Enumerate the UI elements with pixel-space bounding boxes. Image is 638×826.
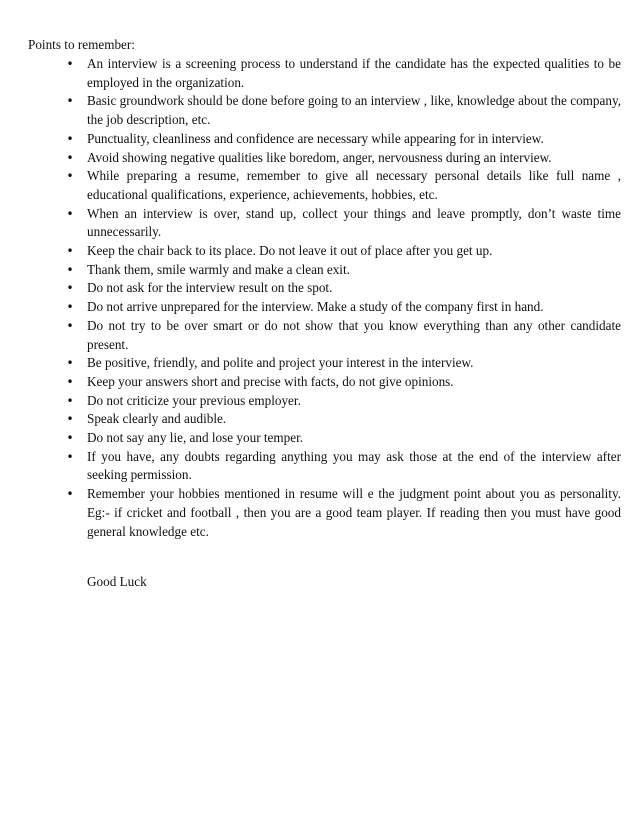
list-item: [65, 373, 621, 392]
list-item: [65, 279, 621, 298]
bullet-icon: •: [66, 431, 74, 446]
list-item: [65, 392, 621, 411]
list-item: [65, 429, 621, 448]
list-item-text: If you have, any doubts regarding anything you may ask those at the end of the interview after seeking permission.: [87, 448, 621, 483]
bullet-icon: •: [66, 356, 74, 371]
list-item: [65, 317, 621, 354]
list-item: [65, 448, 621, 485]
list-item: [65, 242, 621, 261]
bullet-icon: •: [66, 412, 74, 427]
bullet-icon: •: [66, 393, 74, 408]
list-item: [65, 149, 621, 168]
list-item: [65, 410, 621, 429]
bullet-icon: •: [66, 374, 74, 389]
bullet-icon: •: [66, 318, 74, 333]
list-item-text: An interview is a screening process to understand if the candidate has the expected qualities to be employed in the organization.: [87, 56, 621, 90]
list-item-text: Do not try to be over smart or do not show that you know everything than any other candidate present.: [87, 317, 621, 352]
bullet-icon: •: [66, 449, 74, 464]
list-item-text: Keep the chair back to its place. Do not leave it out of place after you get up.: [87, 243, 493, 259]
bullet-icon: •: [66, 487, 74, 502]
bullet-icon: •: [66, 206, 74, 221]
list-item-text: Thank them, smile warmly and make a clean exit.: [87, 261, 350, 277]
bullet-icon: •: [66, 262, 74, 277]
list-item: [65, 354, 621, 373]
list-item-text: Do not criticize your previous employer.: [87, 392, 301, 408]
document-heading: Points to remember:: [28, 37, 135, 52]
list-item: [65, 298, 621, 317]
closing-text: Good Luck: [87, 574, 147, 589]
list-item-text: Be positive, friendly, and polite and project your interest in the interview.: [87, 355, 474, 371]
list-item-text: Basic groundwork should be done before going to an interview , like, knowledge about the company, the job description, etc.: [87, 93, 621, 128]
bullet-icon: •: [66, 150, 74, 165]
list-item: [65, 55, 621, 92]
list-item: [65, 485, 621, 541]
bullet-icon: •: [66, 169, 74, 184]
list-item: [65, 130, 621, 149]
list-item-text: Avoid showing negative qualities like boredom, anger, nervousness during an interview.: [87, 149, 552, 165]
list-item-text: Speak clearly and audible.: [87, 411, 227, 427]
bullet-icon: •: [66, 300, 74, 315]
bullet-icon: •: [66, 57, 74, 71]
bullet-icon: •: [66, 244, 74, 259]
list-item-text: Do not ask for the interview result on the spot.: [87, 280, 333, 296]
points-list: [65, 55, 621, 541]
list-item: [65, 167, 621, 204]
list-item-text: Punctuality, cleanliness and confidence are necessary while appearing for in interview.: [87, 130, 544, 146]
list-item-text: Keep your answers short and precise with facts, do not give opinions.: [87, 373, 454, 389]
bullet-icon: •: [66, 94, 74, 109]
bullet-icon: •: [66, 131, 74, 146]
list-item-text: Remember your hobbies mentioned in resume will e the judgment point about you as personality. Eg:- if cricket and football , then you are a good team player. If reading then you must have good general knowledge etc.: [87, 486, 621, 539]
list-item: [65, 205, 621, 242]
list-item: [65, 261, 621, 280]
list-item-text: Do not say any lie, and lose your temper.: [87, 430, 304, 446]
list-item-text: Do not arrive unprepared for the interview. Make a study of the company first in hand.: [87, 299, 544, 315]
list-item-text: While preparing a resume, remember to give all necessary personal details like full name , educational qualifications, experience, achievements, hobbies, etc.: [87, 168, 621, 202]
list-item-text: When an interview is over, stand up, collect your things and leave promptly, don’t waste time unnecessarily.: [87, 205, 621, 240]
list-item: [65, 92, 621, 129]
bullet-icon: •: [66, 281, 74, 296]
